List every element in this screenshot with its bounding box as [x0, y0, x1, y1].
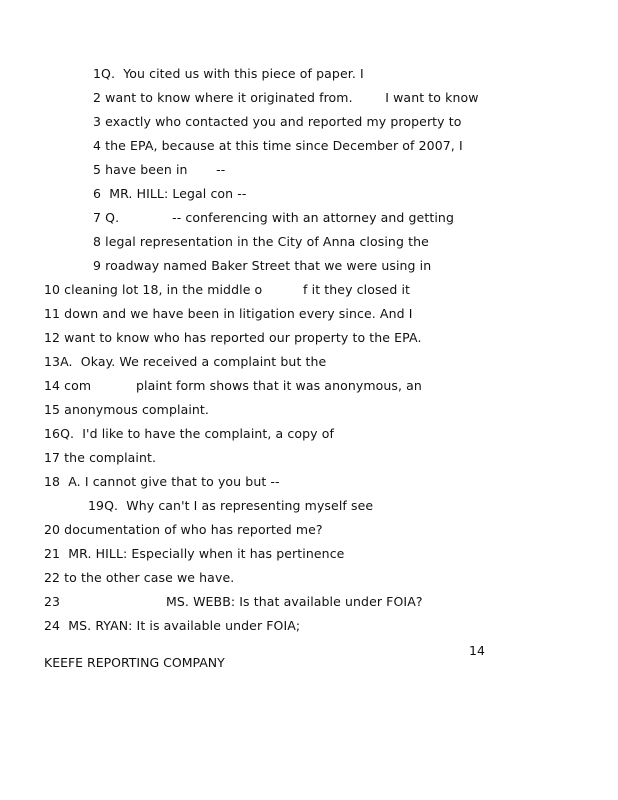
- transcript-line: 7 Q. -- conferencing with an attorney and getting: [93, 210, 454, 225]
- transcript-line: 16Q. I'd like to have the complaint, a copy of: [44, 426, 334, 441]
- transcript-line: 20 documentation of who has reported me?: [44, 522, 323, 537]
- transcript-line: 5 have been in --: [93, 162, 226, 177]
- transcript-line: 13A. Okay. We received a complaint but the: [44, 354, 327, 369]
- transcript-line: 9 roadway named Baker Street that we were using in: [93, 258, 432, 273]
- transcript-line: 2 want to know where it originated from. I want to know: [93, 90, 479, 105]
- transcript-line: 11 down and we have been in litigation every since. And I: [44, 306, 413, 321]
- page-number: 14: [469, 643, 485, 658]
- transcript-line: 19Q. Why can't I as representing myself see: [88, 498, 374, 513]
- transcript-line: 12 want to know who has reported our property to the EPA.: [44, 330, 422, 345]
- transcript-line: 17 the complaint.: [44, 450, 157, 465]
- transcript-line: 3 exactly who contacted you and reported my property to: [93, 114, 462, 129]
- transcript-line: 14 com plaint form shows that it was anonymous, an: [44, 378, 422, 393]
- transcript-line: 6 MR. HILL: Legal con --: [93, 186, 247, 201]
- transcript-line: 22 to the other case we have.: [44, 570, 235, 585]
- transcript-line: 24 MS. RYAN: It is available under FOIA;: [44, 618, 301, 633]
- transcript-line: 23 MS. WEBB: Is that available under FOIA?: [44, 594, 423, 609]
- transcript-line: 21 MR. HILL: Especially when it has pertinence: [44, 546, 345, 561]
- transcript-line: 4 the EPA, because at this time since December of 2007, I: [93, 138, 463, 153]
- transcript-line: 10 cleaning lot 18, in the middle o f it they closed it: [44, 282, 411, 297]
- transcript-line: 8 legal representation in the City of Anna closing the: [93, 234, 429, 249]
- transcript-line: 18 A. I cannot give that to you but --: [44, 474, 280, 489]
- reporting-company-footer: KEEFE REPORTING COMPANY: [44, 655, 225, 670]
- transcript-line: 15 anonymous complaint.: [44, 402, 209, 417]
- transcript-line: 1Q. You cited us with this piece of paper. I: [93, 66, 364, 81]
